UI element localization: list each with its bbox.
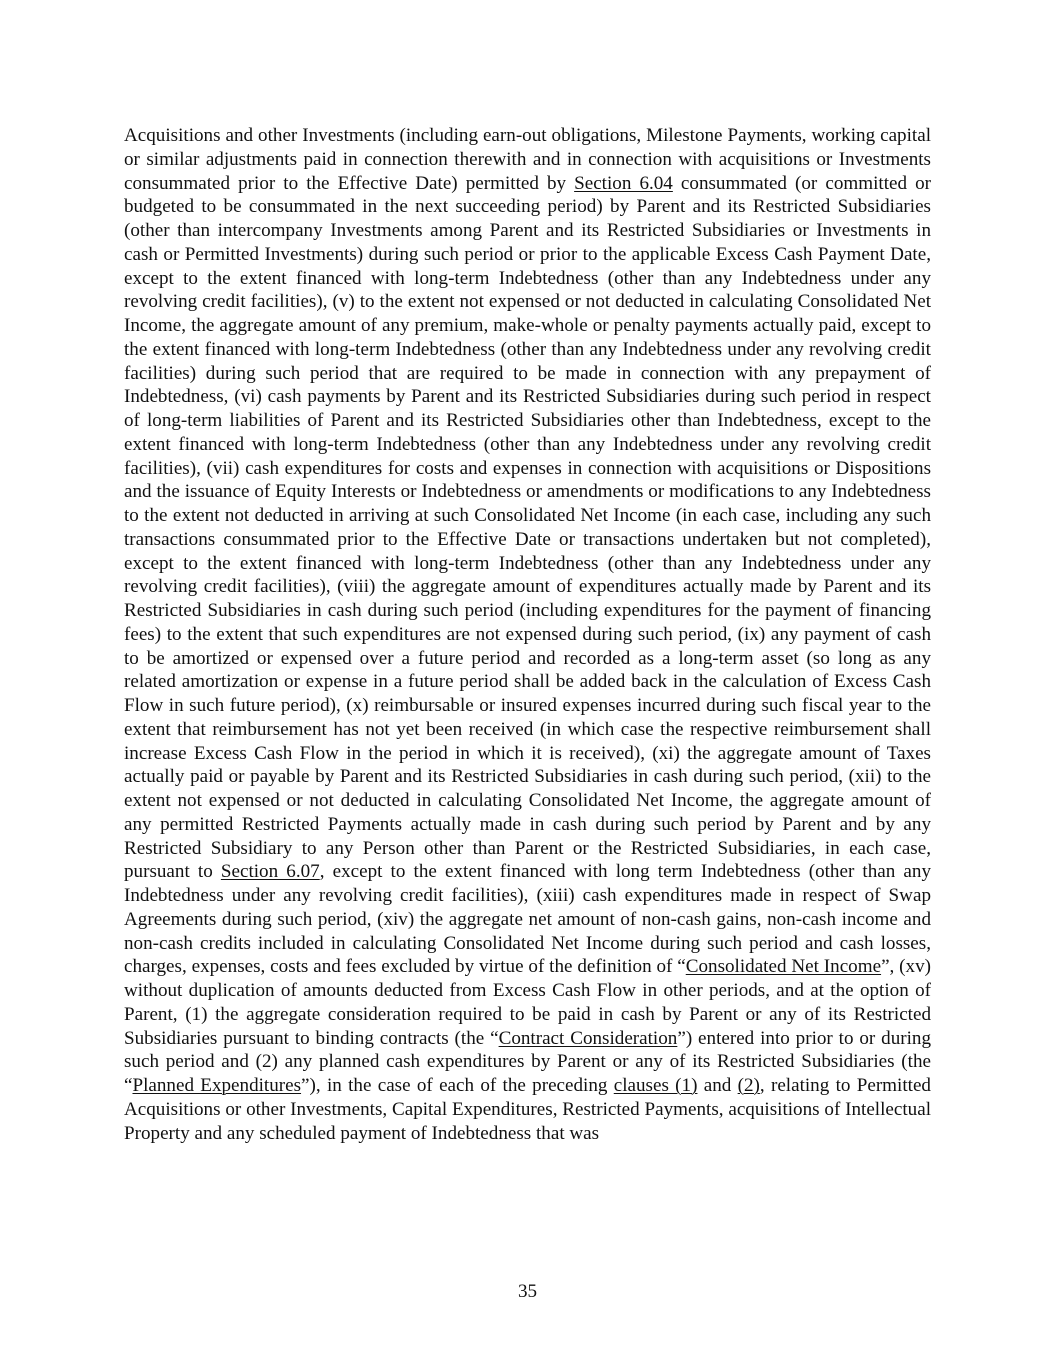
body-text-run: , relating to Permitted Acquisitions or other Investments, Capital Expenditures, Restricted Payments, acquisitions of Intellectual Property and any scheduled payment of Indebtedness that was	[124, 1075, 931, 1144]
defined-term-reference: Planned Expenditures	[132, 1075, 302, 1096]
defined-term-reference: clauses (1)	[613, 1075, 698, 1096]
defined-term-reference: Section 6.04	[574, 172, 673, 194]
defined-term-reference: Contract Consideration	[498, 1027, 678, 1049]
body-text-run: ”), in the case of each of the preceding	[301, 1075, 614, 1096]
body-paragraph	[124, 124, 931, 1145]
defined-term-reference: (2)	[737, 1075, 760, 1096]
defined-term-reference: Consolidated Net Income	[685, 956, 882, 978]
page-number: 35	[517, 1281, 538, 1302]
body-text-run: consummated (or committed or budgeted to be consummated in the next succeeding period) by Parent and its Restricted Subsidiaries (other than intercompany Investments among Parent and its Restricted Subsidiaries or Investments in cash or Permitted Investments) during such period or prior to the applicable Excess Cash Payment Date, except to the extent financed with long-term Indebtedness (other than any Indebtedness under any revolving credit facilities), (v) to the extent not expensed or not deducted in calculating Consolidated Net Income, the aggregate amount of any premium, make-whole or penalty payments actually paid, except to the extent financed with long-term Indebtedness (other than any Indebtedness under any revolving credit facilities) during such period that are required to be made in connection with any prepayment of Indebtedness, (vi) cash payments by Parent and its Restricted Subsidiaries during such period in respect of long-term liabilities of Parent and its Restricted Subsidiaries other than Indebtedness, except to the extent financed with long-term Indebtedness (other than any Indebtedness under any revolving credit facilities), (vii) cash expenditures for costs and expenses in connection with acquisitions or Dispositions and the issuance of Equity Interests or Indebtedness or amendments or modifications to any Indebtedness to the extent not deducted in arriving at such Consolidated Net Income (in each case, including any such transactions consummated prior to the Effective Date or transactions undertaken but not completed), except to the extent financed with long-term Indebtedness (other than any Indebtedness under any revolving credit facilities), (viii) the aggregate amount of expenditures actually made by Parent and its Restricted Subsidiaries in cash during such period (including expenditures for the payment of financing fees) to the extent that such expenditures are not expensed during such period, (ix) any payment of cash to be amortized or expensed over a future period and recorded as a long-term asset (so long as any related amortization or expense in a future period shall be added back in the calculation of Excess Cash Flow in such future period), (x) reimbursable or insured expenses incurred during such fiscal year to the extent that reimbursement has not yet been received (in which case the respective reimbursement shall increase Excess Cash Flow in the period in which it is received), (xi) the aggregate amount of Taxes actually paid or payable by Parent and its Restricted Subsidiaries in cash during such period, (xii) to the extent not expensed or not deducted in calculating Consolidated Net Income, the aggregate amount of any permitted Restricted Payments actually made in cash during such period by Parent and by any Restricted Subsidiary to any Person other than Parent or the Restricted Subsidiaries, in each case, pursuant to	[124, 172, 931, 883]
body-text-run: ”, (xv) without duplication of amounts deducted from Excess Cash Flow in other periods, and at the option of Parent, (1) the aggregate consideration required to be paid in cash by Parent or any of its Restricted Subsidiaries pursuant to binding contracts (the “	[124, 956, 931, 1049]
body-text-run: , except to the extent financed with long term Indebtedness (other than any Indebtedness under any revolving credit facilities), (xiii) cash expenditures made in respect of Swap Agreements during such period, (xiv) the aggregate net amount of non-cash gains, non-cash income and non-cash credits included in calculating Consolidated Net Income during such period and cash losses, charges, expenses, costs and fees excluded by virtue of the definition of “	[124, 861, 931, 978]
body-text-run: Acquisitions and other Investments (including earn-out obligations, Milestone Payments, working capital or similar adjustments paid in connection therewith and in connection with acquisitions or Investments consummated prior to the Effective Date) permitted by	[124, 125, 931, 194]
defined-term-reference: Section 6.07	[220, 861, 320, 883]
body-text-run: and	[697, 1075, 738, 1096]
body-text-run: ”) entered into prior to or during such period and (2) any planned cash expenditures by Parent or any of its Restricted Subsidiaries (the “	[124, 1027, 931, 1096]
